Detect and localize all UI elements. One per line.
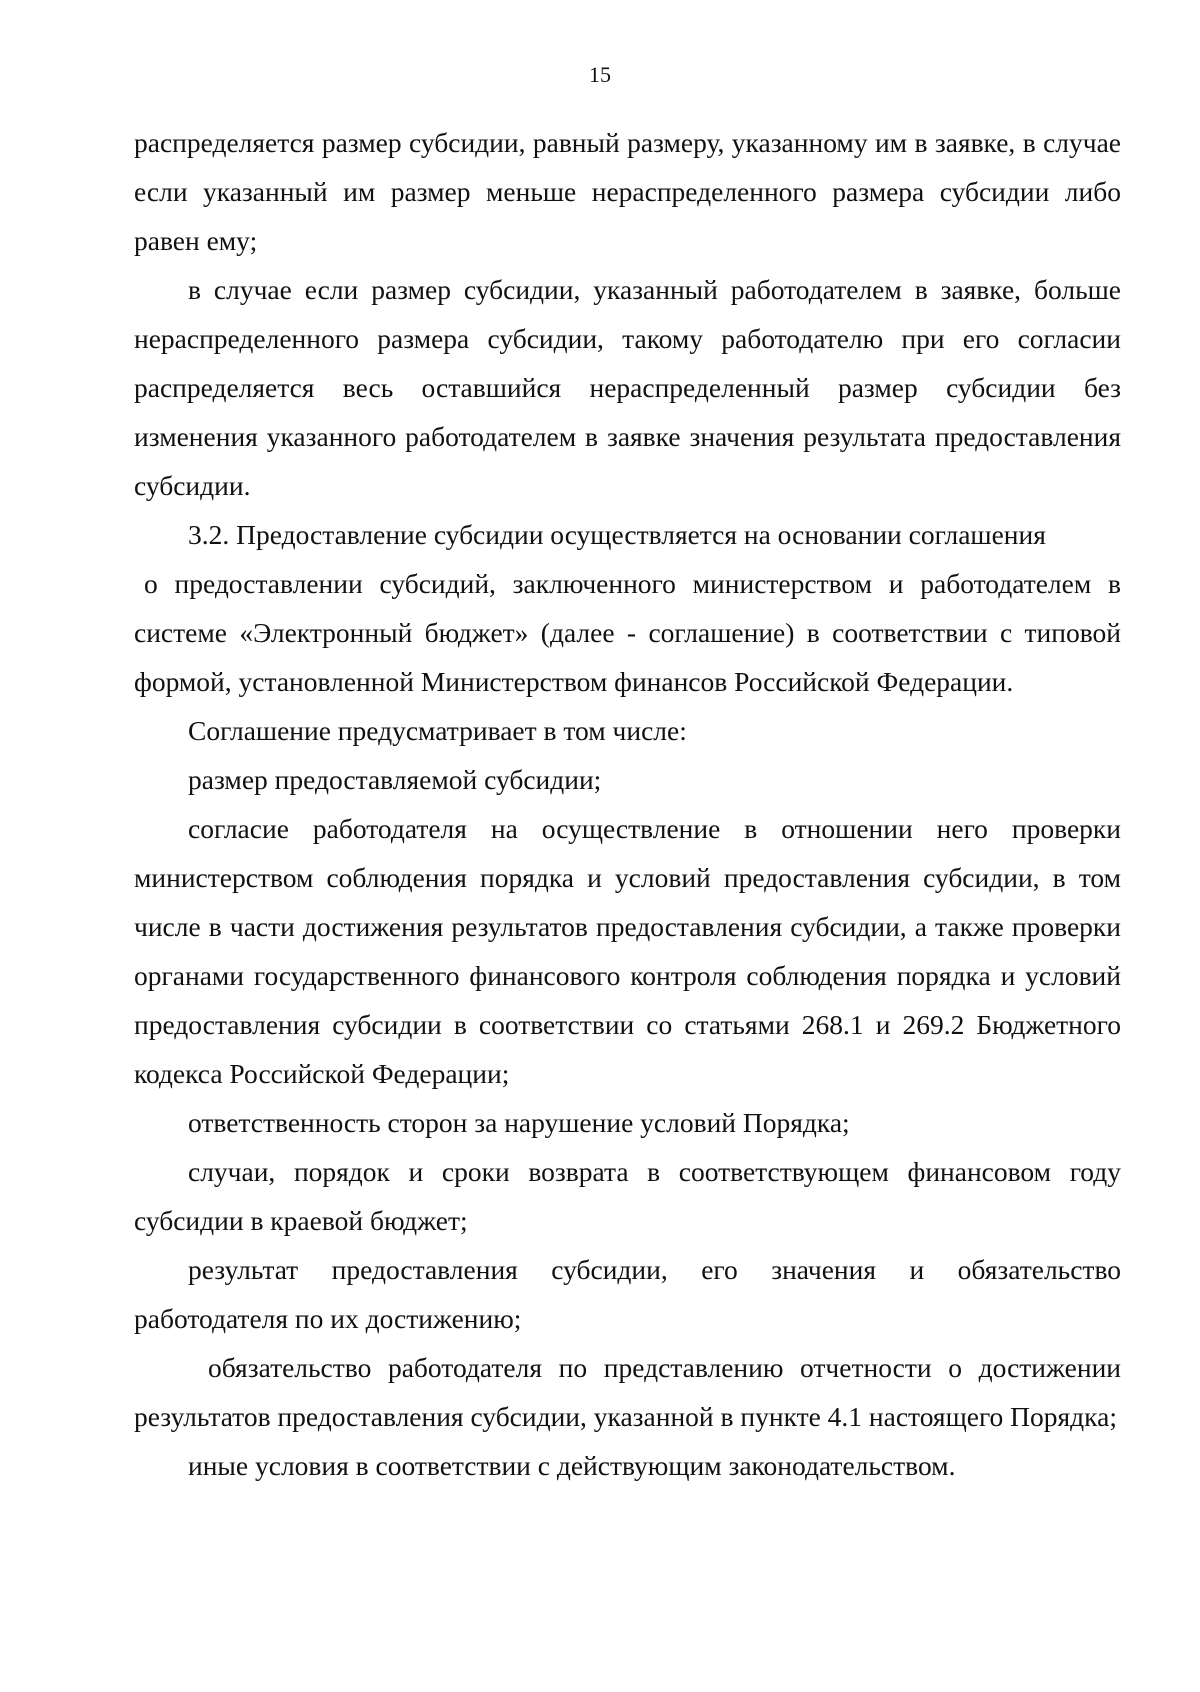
paragraph-2: в случае если размер субсидии, указанный работодателем в заявке, больше нераспределенного размера субсидии, такому работодателю при его согласии распределяется весь оставшийся нераспределенный размер субсидии без изменения указанного работодателем в заявке значения результата предоставления субсидии.	[134, 274, 1121, 501]
paragraph-5: Соглашение предусматривает в том числе:	[188, 715, 687, 746]
paragraph-7: согласие работодателя на осуществление в отношении него проверки министерством соблюдения порядка и условий предоставления субсидии, в том числе в части достижения результатов предоставления субсидии, а также проверки органами государственного финансового контроля соблюдения порядка и условий предоставления субсидии в соответствии со статьями 268.1 и 269.2 Бюджетного кодекса Российской Федерации;	[134, 813, 1121, 1089]
paragraph-6: размер предоставляемой субсидии;	[188, 764, 602, 795]
paragraph-9: случаи, порядок и сроки возврата в соответствующем финансовом году субсидии в краевой бюджет;	[134, 1156, 1121, 1236]
paragraph-11: обязательство работодателя по представлению отчетности о достижении результатов предоставления субсидии, указанной в пункте 4.1 настоящего Порядка;	[134, 1352, 1121, 1432]
page-number: 15	[589, 62, 611, 87]
paragraph-8: ответственность сторон за нарушение условий Порядка;	[188, 1107, 850, 1138]
paragraph-3: 3.2. Предоставление субсидии осуществляется на основании соглашения	[188, 519, 1046, 550]
paragraph-10: результат предоставления субсидии, его значения и обязательство работодателя по их достижению;	[134, 1254, 1121, 1334]
document-body	[134, 118, 1121, 1490]
paragraph-4: о предоставлении субсидий, заключенного министерством и работодателем в системе «Электронный бюджет» (далее - соглашение) в соответствии с типовой формой, установленной Министерством финансов Российской Федерации.	[134, 568, 1121, 697]
paragraph-12: иные условия в соответствии с действующим законодательством.	[188, 1450, 956, 1481]
paragraph-1: распределяется размер субсидии, равный размеру, указанному им в заявке, в случае если указанный им размер меньше нераспределенного размера субсидии либо равен ему;	[134, 127, 1121, 256]
